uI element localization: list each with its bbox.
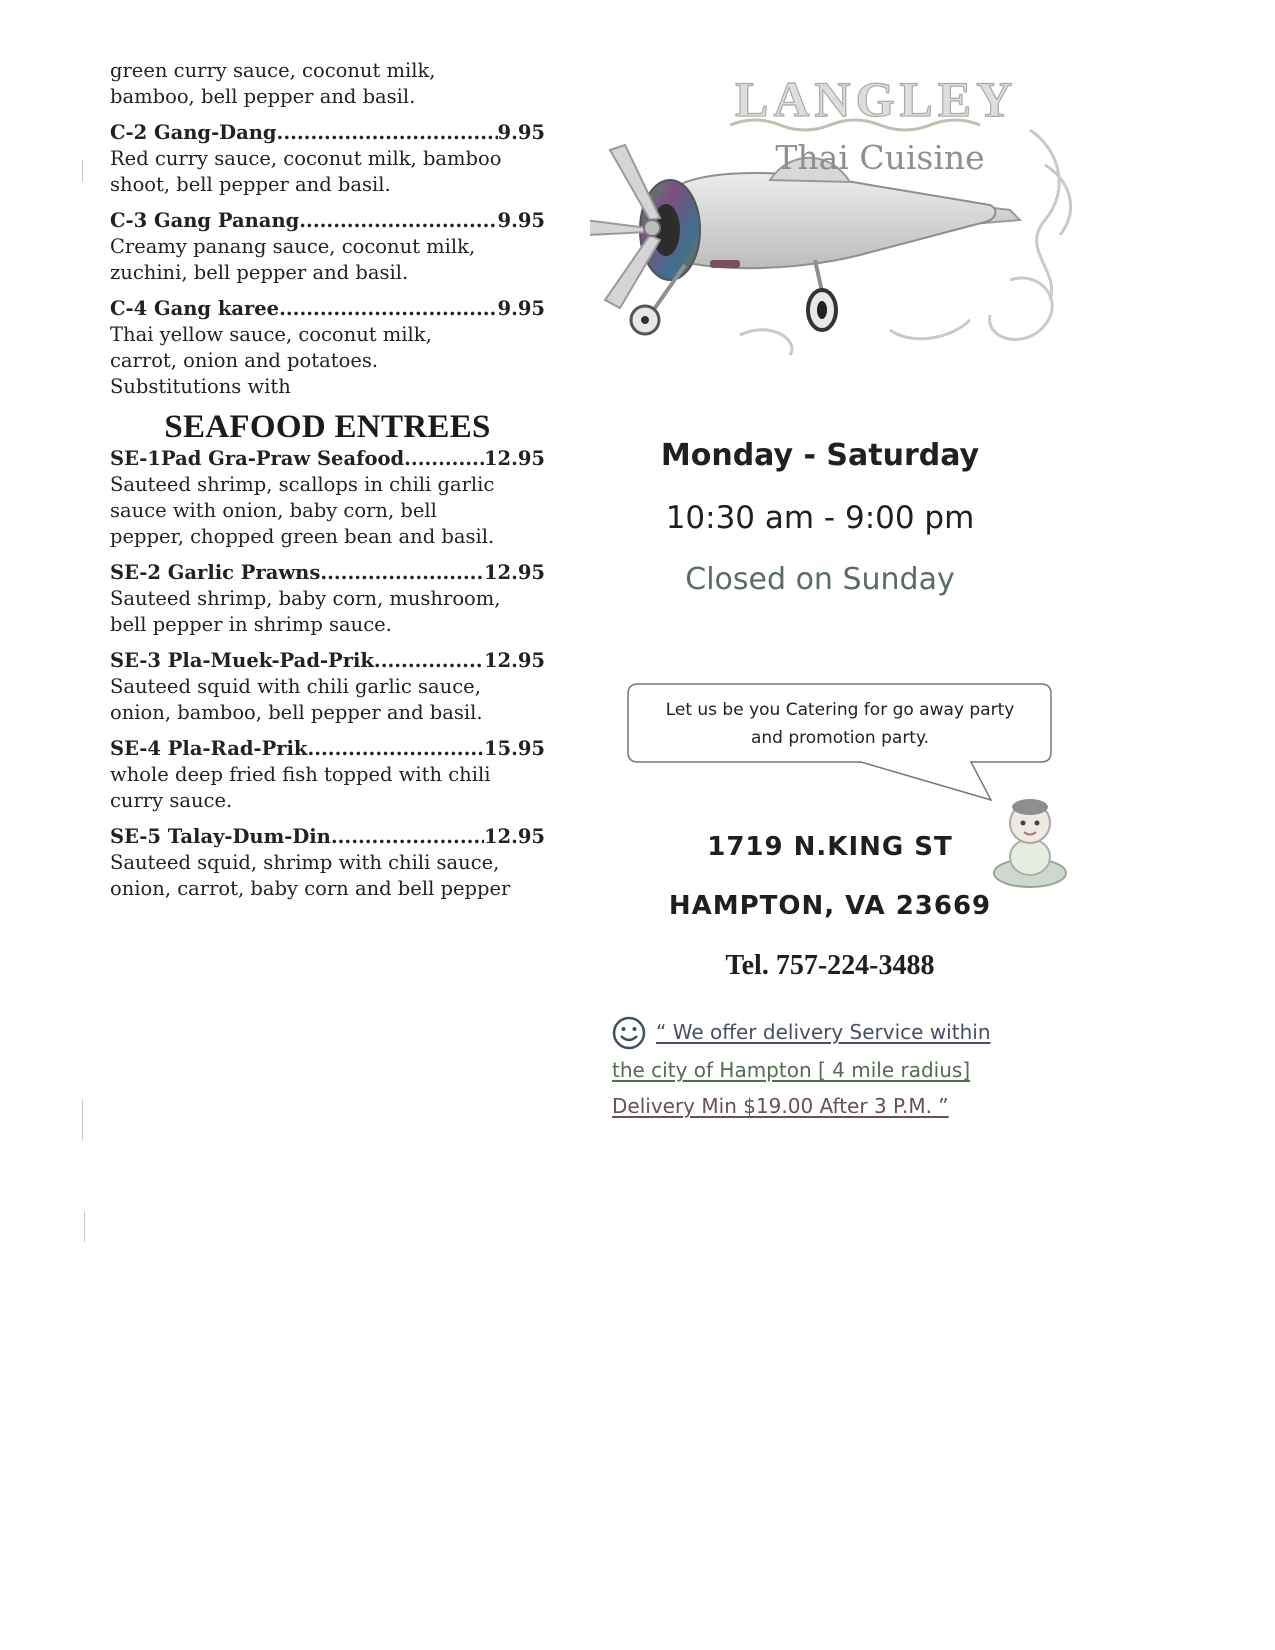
item-description: sauce with onion, baby corn, bell — [110, 499, 437, 522]
item-description: whole deep fried fish topped with chili — [110, 763, 491, 786]
item-price: 9.95 — [497, 121, 545, 144]
item-name: C-2 Gang-Dang — [110, 121, 277, 144]
menu-column — [110, 58, 545, 902]
item-name: C-4 Gang karee — [110, 297, 280, 320]
seafood-heading: SEAFOOD ENTREES — [164, 409, 491, 445]
address-street: 1719 N.KING ST — [707, 832, 953, 862]
dot-leader — [299, 208, 497, 234]
item-description: curry sauce. — [110, 789, 233, 812]
item-description: Red curry sauce, coconut milk, bamboo — [110, 147, 502, 170]
intro-line: bamboo, bell pepper and basil. — [110, 85, 416, 108]
brand-name: LANGLEY — [735, 71, 1018, 127]
delivery-line: “ We offer delivery Service within — [656, 1020, 991, 1044]
item-description: shoot, bell pepper and basil. — [110, 173, 391, 196]
item-price: 9.95 — [497, 209, 545, 232]
item-description: Substitutions with — [110, 375, 291, 398]
item-name: SE-1Pad Gra-Praw Seafood — [110, 447, 405, 470]
brand-subtitle: Thai Cuisine — [775, 138, 985, 177]
item-description: onion, carrot, baby corn and bell pepper — [110, 877, 511, 900]
scan-artifact — [82, 160, 83, 182]
scan-artifact — [84, 1212, 85, 1242]
delivery-note — [612, 1020, 1052, 1118]
catering-text — [640, 696, 1040, 752]
dot-leader — [404, 446, 484, 472]
catering-line: Let us be you Catering for go away party — [665, 700, 1015, 720]
dot-leader — [320, 560, 484, 586]
item-price: 12.95 — [483, 561, 545, 584]
item-price: 15.95 — [483, 737, 545, 760]
item-description: bell pepper in shrimp sauce. — [110, 613, 392, 636]
menu-item-se4 — [110, 736, 545, 814]
item-description: Thai yellow sauce, coconut milk, — [110, 323, 432, 346]
hours-days: Monday - Saturday — [660, 438, 980, 473]
item-price: 12.95 — [483, 825, 545, 848]
phone-number: Tel. 757-224-3488 — [725, 950, 935, 981]
menu-item-se5 — [110, 824, 545, 902]
dot-leader — [279, 296, 497, 322]
item-description: onion, bamboo, bell pepper and basil. — [110, 701, 483, 724]
item-name: C-3 Gang Panang — [110, 209, 300, 232]
item-name: SE-4 Pla-Rad-Prik — [110, 737, 308, 760]
hours-time: 10:30 am - 9:00 pm — [665, 500, 975, 536]
dot-leader — [374, 648, 484, 674]
intro-text — [110, 58, 545, 110]
item-description: Sauteed shrimp, scallops in chili garlic — [110, 473, 495, 496]
intro-line: green curry sauce, coconut milk, — [110, 59, 436, 82]
item-name: SE-2 Garlic Prawns — [110, 561, 321, 584]
delivery-line: Delivery Min $19.00 After 3 P.M. ” — [612, 1094, 949, 1118]
catering-line: and promotion party. — [750, 728, 930, 748]
dot-leader — [277, 120, 498, 146]
dot-leader — [331, 824, 484, 850]
item-name: SE-3 Pla-Muek-Pad-Prik — [110, 649, 374, 672]
address-city: HAMPTON, VA 23669 — [668, 891, 992, 921]
delivery-line: the city of Hampton [ 4 mile radius] — [612, 1058, 971, 1082]
menu-item-se1 — [110, 446, 545, 550]
hours-closed: Closed on Sunday — [685, 562, 955, 597]
item-description: Creamy panang sauce, coconut milk, — [110, 235, 476, 258]
item-description: Sauteed squid with chili garlic sauce, — [110, 675, 481, 698]
dot-leader — [307, 736, 484, 762]
menu-item-c3 — [110, 208, 545, 286]
item-price: 9.95 — [497, 297, 545, 320]
menu-item-c4 — [110, 296, 545, 400]
item-price: 12.95 — [483, 649, 545, 672]
item-price: 12.95 — [483, 447, 545, 470]
item-name: SE-5 Talay-Dum-Din — [110, 825, 331, 848]
menu-item-se3 — [110, 648, 545, 726]
item-description: zuchini, bell pepper and basil. — [110, 261, 409, 284]
menu-item-c2 — [110, 120, 545, 198]
item-description: carrot, onion and potatoes. — [110, 349, 379, 372]
item-description: Sauteed shrimp, baby corn, mushroom, — [110, 587, 501, 610]
menu-item-se2 — [110, 560, 545, 638]
item-description: Sauteed squid, shrimp with chili sauce, — [110, 851, 500, 874]
scan-artifact — [82, 1100, 83, 1140]
item-description: pepper, chopped green bean and basil. — [110, 525, 495, 548]
